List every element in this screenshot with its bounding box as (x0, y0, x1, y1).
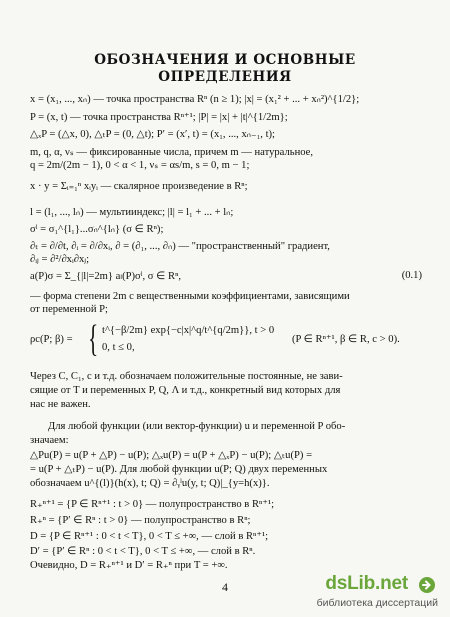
paragraph-constants-line-3: нас не важен. (30, 399, 91, 410)
text-line-obviously: Очевидно, D = R₊ⁿ⁺¹ и D′ = R₊ⁿ при T = +∞. (30, 560, 228, 571)
definition-half-space-n: R₊ⁿ = {P′ ∈ Rⁿ : t > 0} — полупространство в Rⁿ; (30, 515, 251, 526)
text-line-form-description: — форма степени 2m с вещественными коэффициентами, зависящими (30, 291, 350, 302)
paragraph-functions-line-2: значаем: (30, 435, 69, 446)
formula-rho (30, 318, 425, 364)
definition-layer-D: D = {P ∈ Rⁿ⁺¹ : 0 < t < T}, 0 < T ≤ +∞, — слой в Rⁿ⁺¹; (30, 531, 269, 542)
page-number: 4 (222, 580, 228, 594)
text-line-scalar-product: x · y = Σᵢ₌₁ⁿ xᵢyᵢ — скалярное произведение в Rⁿ; (30, 181, 248, 192)
watermark-logo: dsLib.net (325, 573, 408, 594)
text-line-second-derivative: ∂ᵢⱼ = ∂²/∂xᵢ∂xⱼ; (30, 254, 90, 265)
paragraph-constants-line-2: сящие от T и переменных P, Q, Λ и т.д., конкретный вид которых для (30, 385, 341, 396)
rho-case-positive: t^{−β/2m} exp{−c|x|^q/t^{q/2m}}, t > 0 (102, 325, 275, 336)
definition-half-space-n1: R₊ⁿ⁺¹ = {P ∈ Rⁿ⁺¹ : t > 0} — полупространство в Rⁿ⁺¹; (30, 499, 275, 510)
text-line-sigma-power: σˡ = σ₁^{l₁}...σₙ^{lₙ} (σ ∈ Rⁿ); (30, 224, 164, 235)
paragraph-functions-line-1: Для любой функции (или вектор-функции) u и переменной P обо- (48, 421, 346, 432)
definition-layer-D-prime: D′ = {P′ ∈ Rⁿ : 0 < t < T}, 0 < T ≤ +∞, — слой в Rⁿ. (30, 546, 256, 557)
section-title-line-2: ОПРЕДЕЛЕНИЯ (158, 69, 292, 85)
text-line-increments: △ₓP = (△x, 0), △ₜP = (0, △t); P′ = (x′, t) = (x₁, ..., xₙ₋₁, t); (30, 129, 275, 140)
watermark-subtitle: библиотека диссертаций (316, 597, 438, 609)
paragraph-functions-line-5: обозначаем u^{(l)}(h(x), t; Q) = ∂ᵧˡu(y, t; Q)|_{y=h(x)}. (30, 478, 270, 489)
watermark (274, 573, 444, 613)
formula-quadratic-form: a(P)σ = Σ_{|l|=2m} aₗ(P)σˡ, σ ∈ Rⁿ, (30, 271, 182, 282)
text-line-point-P: P = (x, t) — точка пространства Rⁿ⁺¹; |P| = |x| + |t|^{1/2m}; (30, 112, 288, 123)
equation-number: (0.1) (401, 270, 422, 281)
paragraph-functions-line-4: = u(P + △ₜP) − u(P). Для любой функции u(P; Q) двух переменных (30, 464, 328, 475)
section-title-line-1: ОБОЗНАЧЕНИЯ И ОСНОВНЫЕ (94, 52, 356, 68)
text-line-multiindex: l = (l₁, ..., lₙ) — мультииндекс; |l| = l₁ + ... + lₙ; (30, 207, 234, 218)
text-line-point-x: x = (x₁, ..., xₙ) — точка пространства Rⁿ (n ≥ 1); |x| = (x₁² + ... + xₙ²)^{1/2}; (30, 94, 360, 105)
paragraph-functions-line-3: △Pu(P) = u(P + △P) − u(P); △ₓu(P) = u(P + △ₓP) − u(P); △ₜu(P) = (30, 450, 313, 461)
rho-condition: (P ∈ Rⁿ⁺¹, β ∈ R, c > 0). (292, 334, 400, 345)
text-line-q-alpha: q = 2m/(2m − 1), 0 < α < 1, νₛ = αs/m, s = 0, m − 1; (30, 160, 250, 171)
left-brace-icon: { (88, 318, 99, 360)
text-line-variable: от переменной P; (30, 304, 108, 315)
rho-case-zero: 0, t ≤ 0, (102, 342, 135, 353)
text-line-derivatives: ∂ₜ = ∂/∂t, ∂ᵢ = ∂/∂xᵢ, ∂ = (∂₁, ..., ∂ₙ) — "пространственный" градиент, (30, 241, 330, 252)
text-line-fixed-numbers: m, q, α, νₛ — фиксированные числа, причем m — натуральное, (30, 147, 314, 158)
arrow-logo-icon (418, 576, 436, 594)
rho-lhs: ρc(P; β) = (30, 334, 73, 345)
paragraph-constants-line-1: Через C, C₁, c и т.д. обозначаем положительные постоянные, не зави- (30, 371, 343, 382)
